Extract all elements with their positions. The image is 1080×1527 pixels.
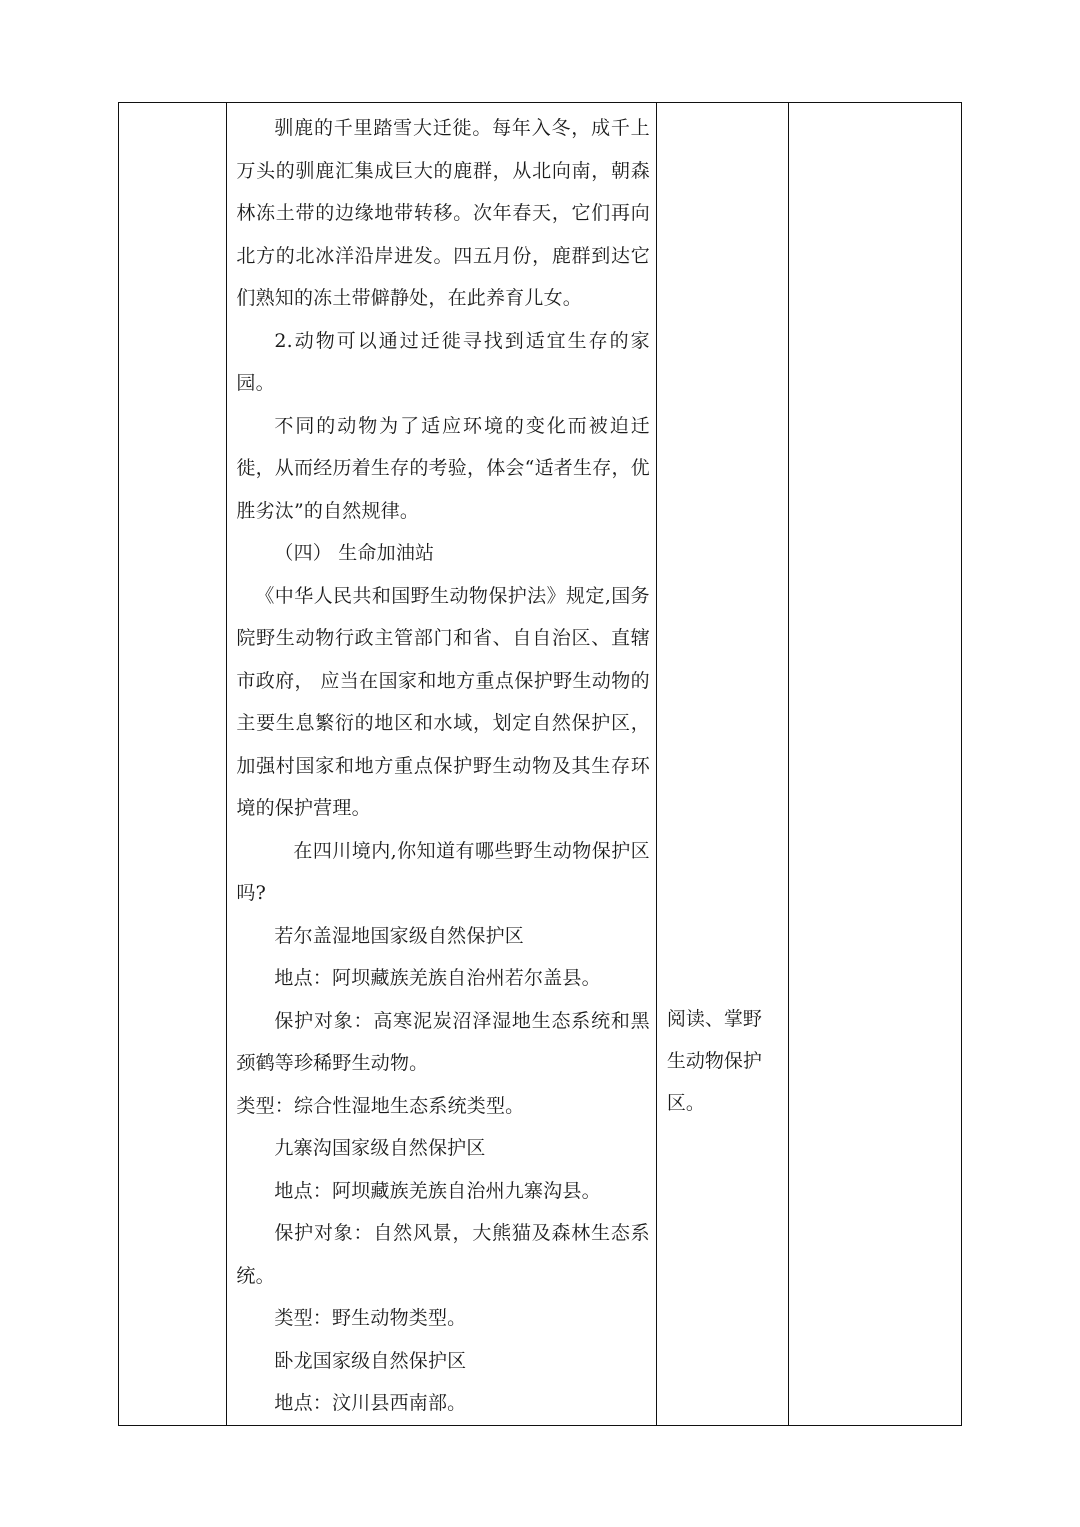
student-activity-cell bbox=[656, 103, 788, 1426]
content-paragraph: 《中华人民共和国野生动物保护法》规定,国务院野生动物行政主管部门和省、自自治区、直辖市政府， 应当在国家和地方重点保护野生动物的主要生息繁衍的地区和水域，划定自然保护区，加强村国家和地方重点保护野生动物及其生存环境的保护营理。 bbox=[236, 584, 650, 819]
content-paragraph: 若尔盖湿地国家级自然保护区 bbox=[274, 924, 524, 947]
teaching-content bbox=[227, 103, 656, 1425]
blank-cell-left bbox=[119, 103, 227, 1426]
content-paragraph: 类型：野生动物类型。 bbox=[274, 1307, 467, 1329]
content-paragraph: 不同的动物为了适应环境的变化而被迫迁徙，从而经历着生存的考验，体会“适者生存，优胜劣汰”的自然规律。 bbox=[236, 414, 650, 522]
content-paragraph: 地点：汶川县西南部。 bbox=[274, 1392, 467, 1414]
content-paragraph: 在四川境内,你知道有哪些野生动物保护区吗? bbox=[236, 839, 650, 904]
content-paragraph: 卧龙国家级自然保护区 bbox=[274, 1349, 467, 1372]
student-activity bbox=[657, 103, 788, 1124]
teaching-content-cell bbox=[227, 103, 657, 1426]
content-paragraph: 类型：综合性湿地生态系统类型。 bbox=[236, 1094, 525, 1117]
lesson-plan-table bbox=[118, 102, 962, 1426]
content-paragraph: （四） 生命加油站 bbox=[274, 542, 435, 564]
content-paragraph: 九寨沟国家级自然保护区 bbox=[274, 1137, 486, 1159]
content-paragraph: 地点：阿坝藏族羌族自治州九寨沟县。 bbox=[274, 1179, 601, 1202]
content-paragraph: 2.动物可以通过迁徙寻找到适宜生存的家园。 bbox=[236, 329, 650, 394]
content-paragraph: 地点：阿坝藏族羌族自治州若尔盖县。 bbox=[274, 967, 601, 989]
blank-cell-right bbox=[789, 103, 962, 1426]
content-paragraph: 保护对象：自然风景，大熊猫及森林生态系统。 bbox=[236, 1222, 650, 1287]
student-activity-text: 阅读、掌野生动物保护区。 bbox=[666, 1008, 762, 1114]
table-row bbox=[119, 103, 962, 1426]
content-paragraph: 驯鹿的千里踏雪大迁徙。每年入冬，成千上万头的驯鹿汇集成巨大的鹿群，从北向南，朝森林冻土带的边缘地带转移。次年春天，它们再向北方的北冰洋沿岸进发。四五月份，鹿群到达它们熟知的冻土带僻静处，在此养育儿女。 bbox=[236, 117, 650, 309]
content-paragraph: 保护对象：高寒泥炭沼泽湿地生态系统和黑颈鹤等珍稀野生动物。 bbox=[236, 1009, 650, 1074]
